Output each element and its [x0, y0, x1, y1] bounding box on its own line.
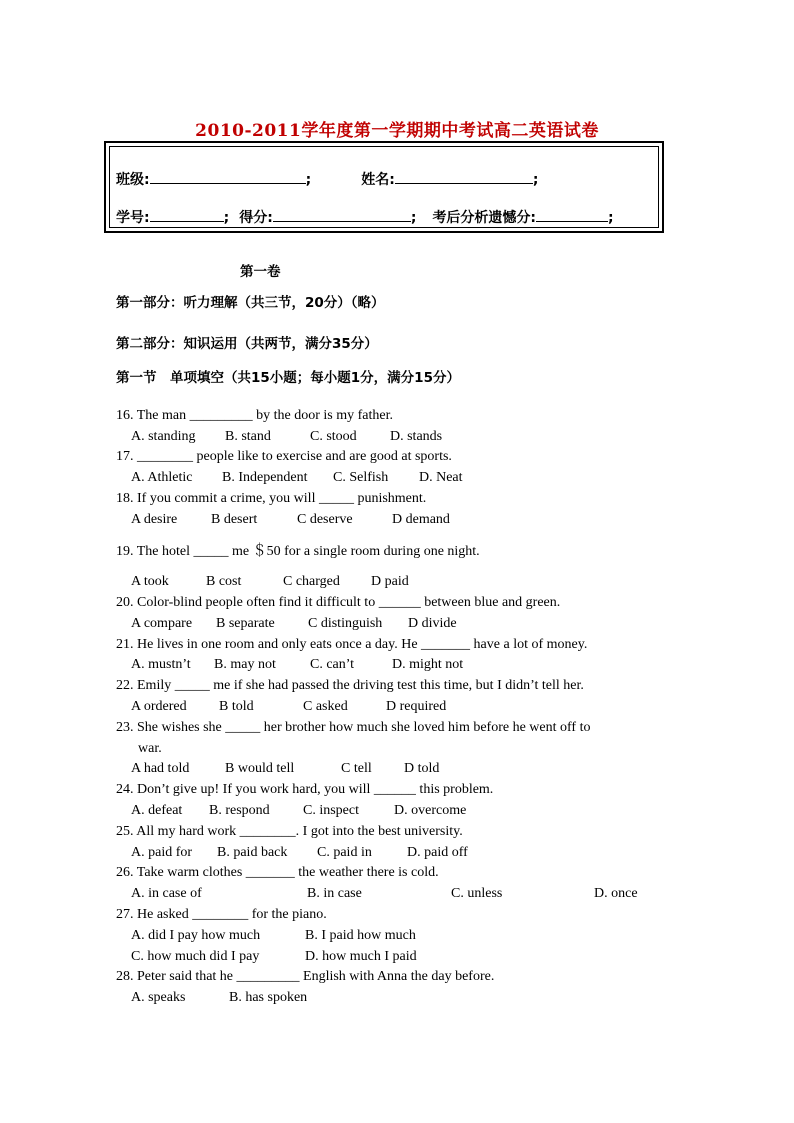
question-24-option-c: C. inspect: [303, 803, 359, 818]
question-16-option-d: D. stands: [390, 429, 443, 444]
class-blank[interactable]: [150, 169, 306, 184]
question-20-stem: 20. Color-blind people often find it difficult to ______ between blue and green.: [116, 595, 561, 610]
id-label: 学号:: [116, 210, 150, 226]
question-21-option-c: C. can’t: [310, 657, 355, 672]
question-27-stem: 27. He asked ________ for the piano.: [116, 907, 327, 922]
class-label: 班级:: [116, 172, 150, 188]
question-25-option-a: A. paid for: [131, 845, 193, 860]
question-16-option-b: B. stand: [225, 429, 271, 444]
separator: ;: [532, 172, 539, 188]
section1-heading: 第一节 单项填空（共15小题；每小题1分，满分15分）: [116, 370, 460, 386]
question-22-option-c: C asked: [303, 699, 348, 714]
question-25-stem: 25. All my hard work ________. I got into the best university.: [116, 824, 463, 839]
separator: ;: [305, 172, 312, 188]
question-19-option-b: B cost: [206, 574, 242, 589]
question-17-option-c: C. Selfish: [333, 470, 389, 485]
question-22-option-a: A ordered: [131, 699, 187, 714]
question-21-stem: 21. He lives in one room and only eats once a day. He _______ have a lot of money.: [116, 637, 588, 652]
question-21-option-a: A. mustn’t: [131, 657, 191, 672]
id-blank[interactable]: [150, 207, 224, 222]
regret-label: 考后分析遗憾分:: [432, 210, 537, 226]
part2-heading: 第二部分：知识运用（共两节，满分35分）: [116, 336, 378, 352]
question-17-stem: 17. ________ people like to exercise and are good at sports.: [116, 449, 452, 464]
volume-heading: 第一卷: [240, 264, 281, 280]
info-line-1: [116, 169, 538, 189]
question-19-option-c: C charged: [283, 574, 340, 589]
question-19-option-a: A took: [131, 574, 169, 589]
separator: ;: [223, 210, 230, 226]
question-16-option-c: C. stood: [310, 429, 357, 444]
question-20-option-c: C distinguish: [308, 616, 383, 631]
score-blank[interactable]: [273, 207, 411, 222]
name-blank[interactable]: [395, 169, 533, 184]
question-24-option-a: A. defeat: [131, 803, 183, 818]
question-26-option-a: A. in case of: [131, 886, 202, 901]
question-22-option-b: B told: [219, 699, 254, 714]
exam-title: 2010-2011学年度第一学期期中考试高二英语试卷: [195, 121, 599, 141]
question-20-option-d: D divide: [408, 616, 457, 631]
question-20-option-b: B separate: [216, 616, 275, 631]
student-info-box: [104, 141, 664, 233]
question-18-stem: 18. If you commit a crime, you will _____ punishment.: [116, 491, 427, 506]
question-23-option-b: B would tell: [225, 761, 295, 776]
separator: ;: [608, 210, 614, 226]
question-27-option-b: B. I paid how much: [305, 928, 416, 943]
question-19-option-d: D paid: [371, 574, 409, 589]
question-28-option-a: A. speaks: [131, 990, 186, 1005]
question-24-option-b: B. respond: [209, 803, 270, 818]
question-24-stem: 24. Don’t give up! If you work hard, you will ______ this problem.: [116, 782, 494, 797]
question-21-option-d: D. might not: [392, 657, 464, 672]
question-22-stem: 22. Emily _____ me if she had passed the driving test this time, but I didn’t tell her.: [116, 678, 584, 693]
question-22-option-d: D required: [386, 699, 447, 714]
question-24-option-d: D. overcome: [394, 803, 467, 818]
question-17-option-d: D. Neat: [419, 470, 463, 485]
question-18-option-b: B desert: [211, 512, 258, 527]
question-21-option-b: B. may not: [214, 657, 276, 672]
question-28-option-b: B. has spoken: [229, 990, 308, 1005]
question-18-option-d: D demand: [392, 512, 450, 527]
question-25-option-c: C. paid in: [317, 845, 372, 860]
question-18-option-c: C deserve: [297, 512, 353, 527]
question-16-option-a: A. standing: [131, 429, 196, 444]
question-25-option-b: B. paid back: [217, 845, 288, 860]
question-16-stem: 16. The man _________ by the door is my father.: [116, 408, 393, 423]
question-26-stem: 26. Take warm clothes _______ the weather there is cold.: [116, 865, 439, 880]
part1-heading: 第一部分：听力理解（共三节，20分）（略）: [116, 295, 385, 311]
question-23-stem-continued: war.: [138, 741, 162, 756]
question-27-option-a: A. did I pay how much: [131, 928, 261, 943]
question-17-option-b: B. Independent: [222, 470, 308, 485]
question-20-option-a: A compare: [131, 616, 193, 631]
question-23-option-a: A had told: [131, 761, 190, 776]
regret-blank[interactable]: [536, 207, 608, 222]
info-line-2: [116, 207, 614, 227]
score-label: 得分:: [239, 210, 273, 226]
question-26-option-c: C. unless: [451, 886, 503, 901]
question-18-option-a: A desire: [131, 512, 178, 527]
name-label: 姓名:: [361, 172, 395, 188]
question-23-option-c: C tell: [341, 761, 372, 776]
question-25-option-d: D. paid off: [407, 845, 468, 860]
question-27-option-d: D. how much I paid: [305, 949, 417, 964]
question-23-option-d: D told: [404, 761, 440, 776]
question-23-stem: 23. She wishes she _____ her brother how much she loved him before he went off to: [116, 720, 591, 735]
question-26-option-d: D. once: [594, 886, 638, 901]
question-17-option-a: A. Athletic: [131, 470, 193, 485]
question-19-stem: 19. The hotel _____ me ＄50 for a single room during one night.: [116, 544, 480, 559]
question-27-option-c: C. how much did I pay: [131, 949, 260, 964]
question-28-stem: 28. Peter said that he _________ English with Anna the day before.: [116, 969, 495, 984]
question-26-option-b: B. in case: [307, 886, 362, 901]
separator: ;: [410, 210, 417, 226]
